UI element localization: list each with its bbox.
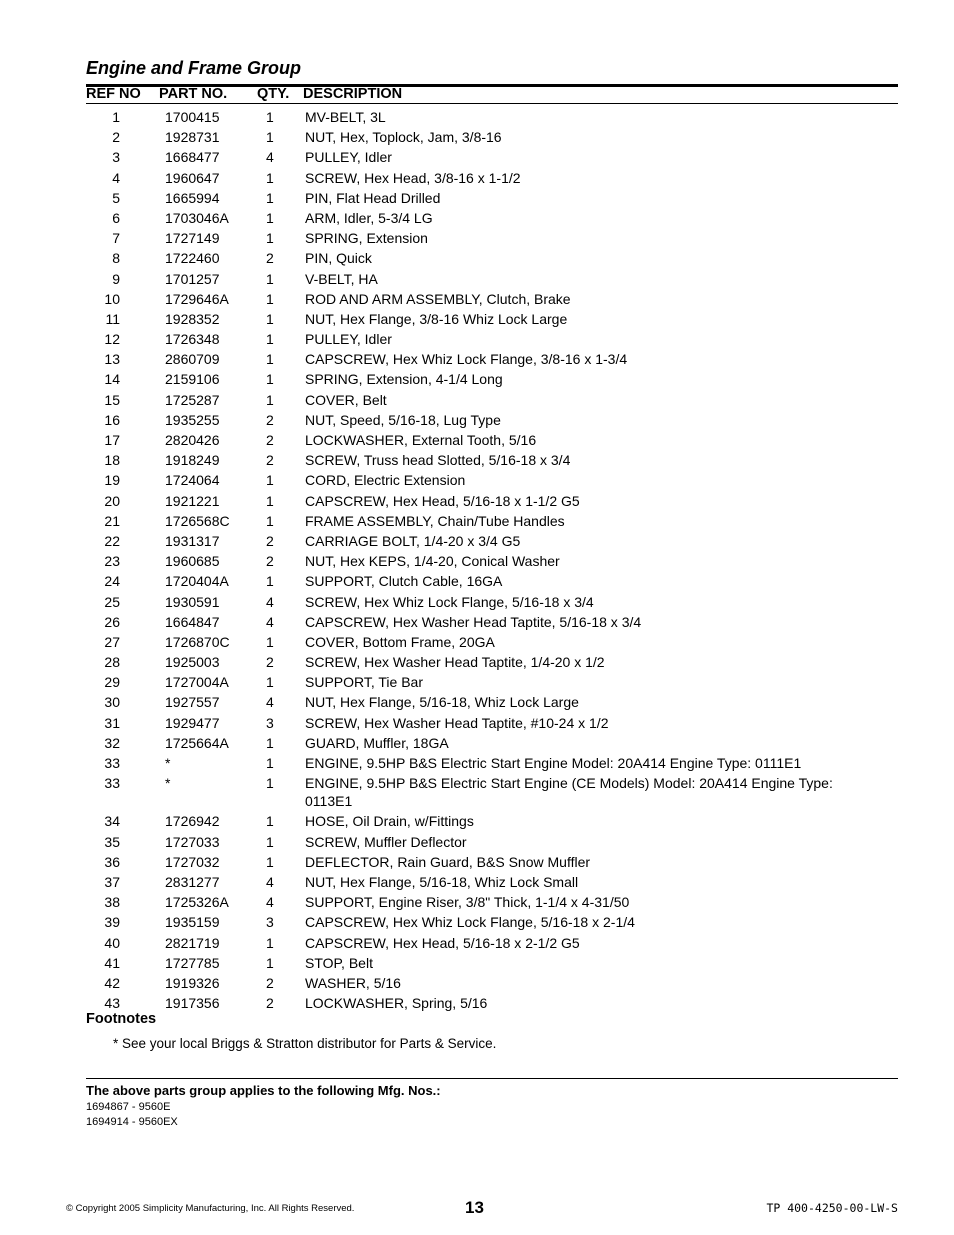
qty-cell: 1 xyxy=(266,270,274,287)
ref-no-cell: 3 xyxy=(112,149,120,166)
ref-no-cell: 18 xyxy=(104,452,120,469)
table-row xyxy=(0,128,954,146)
qty-cell: 1 xyxy=(266,734,274,751)
part-no-cell: * xyxy=(165,755,171,771)
ref-no-cell: 7 xyxy=(112,230,120,247)
table-row xyxy=(0,613,954,631)
description-cell: CAPSCREW, Hex Head, 5/16-18 x 1-1/2 G5 xyxy=(305,492,580,509)
qty-cell: 1 xyxy=(266,169,274,186)
description-cell: DEFLECTOR, Rain Guard, B&S Snow Muffler xyxy=(305,853,591,870)
part-no-cell: 1928731 xyxy=(165,129,220,146)
part-no-cell: 1726568C xyxy=(165,512,230,529)
parts-table xyxy=(0,108,954,1014)
table-row xyxy=(0,169,954,187)
qty-cell: 1 xyxy=(266,371,274,388)
table-row xyxy=(0,593,954,611)
footnotes-title: Footnotes xyxy=(86,1011,157,1027)
description-cell: FRAME ASSEMBLY, Chain/Tube Handles xyxy=(305,512,565,529)
description-cell: NUT, Hex KEPS, 1/4-20, Conical Washer xyxy=(305,553,560,570)
qty-cell: 1 xyxy=(266,833,274,850)
ref-no-cell: 33 xyxy=(104,775,120,792)
table-row xyxy=(0,633,954,651)
part-no-cell: 1725287 xyxy=(165,391,220,408)
qty-cell: 1 xyxy=(266,492,274,509)
description-cell: COVER, Bottom Frame, 20GA xyxy=(305,633,495,650)
part-no-cell: 1727149 xyxy=(165,230,220,247)
part-no-cell: 1927557 xyxy=(165,694,220,711)
qty-cell: 1 xyxy=(266,129,274,146)
description-cell: ENGINE, 9.5HP B&S Electric Start Engine (CE Models) Model: 20A414 Engine Type: 0113E1 xyxy=(305,775,833,810)
ref-no-cell: 22 xyxy=(104,532,120,549)
col-header-ref: REF NO xyxy=(86,86,141,102)
part-no-cell: 1917356 xyxy=(165,995,220,1012)
table-row xyxy=(0,853,954,871)
qty-cell: 2 xyxy=(266,432,274,448)
table-row xyxy=(0,812,954,830)
ref-no-cell: 36 xyxy=(104,853,120,870)
part-no-cell: 1921221 xyxy=(165,492,220,509)
table-row xyxy=(0,512,954,530)
mfg-number: 1694867 - 9560E xyxy=(86,1101,171,1113)
part-no-cell: 1700415 xyxy=(165,109,220,125)
part-no-cell: 1729646A xyxy=(165,290,229,307)
description-cell: NUT, Hex, Toplock, Jam, 3/8-16 xyxy=(305,129,502,146)
qty-cell: 1 xyxy=(266,775,274,792)
part-no-cell: 1720404A xyxy=(165,573,229,590)
qty-cell: 1 xyxy=(266,934,274,951)
description-cell: COVER, Belt xyxy=(305,391,387,408)
description-cell: SUPPORT, Engine Riser, 3/8" Thick, 1-1/4 x 4-31/50 xyxy=(305,894,630,911)
table-row xyxy=(0,673,954,691)
ref-no-cell: 23 xyxy=(104,553,120,570)
part-no-cell: 1727004A xyxy=(165,674,229,691)
qty-cell: 2 xyxy=(266,411,274,428)
ref-no-cell: 40 xyxy=(104,934,120,951)
part-no-cell: 1726870C xyxy=(165,633,230,650)
part-no-cell: 1725664A xyxy=(165,734,229,751)
ref-no-cell: 43 xyxy=(104,995,120,1012)
table-row xyxy=(0,451,954,469)
description-cell: PULLEY, Idler xyxy=(305,149,392,166)
part-no-cell: 1935255 xyxy=(165,411,220,428)
ref-no-cell: 33 xyxy=(104,755,120,771)
table-row xyxy=(0,913,954,931)
qty-cell: 1 xyxy=(266,351,274,368)
description-cell: CAPSCREW, Hex Washer Head Taptite, 5/16-18 x 3/4 xyxy=(305,613,642,630)
qty-cell: 1 xyxy=(266,573,274,590)
description-cell: NUT, Hex Flange, 5/16-18, Whiz Lock Small xyxy=(305,873,579,890)
part-no-cell: 1703046A xyxy=(165,209,229,226)
qty-cell: 1 xyxy=(266,391,274,408)
ref-no-cell: 26 xyxy=(104,613,120,630)
description-cell: PULLEY, Idler xyxy=(305,331,392,348)
qty-cell: 1 xyxy=(266,512,274,529)
ref-no-cell: 32 xyxy=(104,734,120,751)
qty-cell: 1 xyxy=(266,209,274,226)
ref-no-cell: 8 xyxy=(112,250,120,267)
part-no-cell: 1960647 xyxy=(165,169,220,186)
table-row xyxy=(0,108,954,126)
header-rule xyxy=(86,103,898,104)
description-cell: CARRIAGE BOLT, 1/4-20 x 3/4 G5 xyxy=(305,532,521,549)
ref-no-cell: 11 xyxy=(105,310,120,327)
table-row xyxy=(0,994,954,1012)
part-no-cell: 1724064 xyxy=(165,472,220,489)
part-no-cell: 2831277 xyxy=(165,873,220,890)
ref-no-cell: 25 xyxy=(104,593,120,610)
ref-no-cell: 19 xyxy=(104,472,120,489)
applies-title: The above parts group applies to the following Mfg. Nos.: xyxy=(86,1083,441,1098)
description-cell: NUT, Hex Flange, 5/16-18, Whiz Lock Large xyxy=(305,694,579,711)
table-row xyxy=(0,270,954,288)
description-cell: LOCKWASHER, Spring, 5/16 xyxy=(305,995,488,1012)
ref-no-cell: 20 xyxy=(104,492,120,509)
table-row xyxy=(0,734,954,752)
description-cell: SPRING, Extension, 4-1/4 Long xyxy=(305,371,503,388)
document-number: TP 400-4250-00-LW-S xyxy=(766,1201,898,1215)
qty-cell: 1 xyxy=(266,633,274,650)
part-no-cell: 1960685 xyxy=(165,553,220,570)
description-cell: V-BELT, HA xyxy=(305,270,378,287)
description-cell: SCREW, Hex Washer Head Taptite, 1/4-20 x 1/2 xyxy=(305,654,605,671)
description-cell: STOP, Belt xyxy=(305,954,373,971)
qty-cell: 2 xyxy=(266,452,274,469)
qty-cell: 1 xyxy=(266,290,274,307)
table-row xyxy=(0,411,954,429)
table-row xyxy=(0,653,954,671)
ref-no-cell: 29 xyxy=(104,674,120,691)
table-row xyxy=(0,370,954,388)
description-cell: GUARD, Muffler, 18GA xyxy=(305,734,449,751)
qty-cell: 2 xyxy=(266,532,274,549)
ref-no-cell: 9 xyxy=(112,270,120,287)
table-row xyxy=(0,492,954,510)
part-no-cell: 1726942 xyxy=(165,813,220,830)
description-cell: SCREW, Muffler Deflector xyxy=(305,833,467,850)
description-cell: NUT, Hex Flange, 3/8-16 Whiz Lock Large xyxy=(305,310,568,327)
table-row xyxy=(0,714,954,732)
part-no-cell: 1727785 xyxy=(165,954,220,971)
ref-no-cell: 37 xyxy=(104,873,120,890)
qty-cell: 3 xyxy=(266,714,274,731)
qty-cell: 1 xyxy=(266,674,274,691)
table-row xyxy=(0,974,954,992)
qty-cell: 1 xyxy=(266,853,274,870)
description-cell: ENGINE, 9.5HP B&S Electric Start Engine Model: 20A414 Engine Type: 0111E1 xyxy=(305,755,802,771)
ref-no-cell: 28 xyxy=(104,654,120,671)
description-cell: SCREW, Hex Head, 3/8-16 x 1-1/2 xyxy=(305,169,521,186)
description-cell: SUPPORT, Clutch Cable, 16GA xyxy=(305,573,503,590)
qty-cell: 2 xyxy=(266,553,274,570)
ref-no-cell: 16 xyxy=(104,411,120,428)
part-no-cell: 1919326 xyxy=(165,974,220,991)
description-cell: CAPSCREW, Hex Head, 5/16-18 x 2-1/2 G5 xyxy=(305,934,580,951)
description-cell: SPRING, Extension xyxy=(305,230,428,247)
table-row xyxy=(0,774,954,810)
group-title: Engine and Frame Group xyxy=(86,58,302,78)
page-number: 13 xyxy=(465,1198,484,1217)
description-cell: SCREW, Hex Washer Head Taptite, #10-24 x 1/2 xyxy=(305,714,609,731)
applies-rule xyxy=(86,1078,898,1079)
qty-cell: 4 xyxy=(266,149,274,166)
ref-no-cell: 38 xyxy=(104,894,120,911)
table-row xyxy=(0,954,954,972)
qty-cell: 2 xyxy=(266,995,274,1012)
ref-no-cell: 17 xyxy=(104,432,120,448)
description-cell: CAPSCREW, Hex Whiz Lock Flange, 5/16-18 x 2-1/4 xyxy=(305,914,635,931)
table-row xyxy=(0,431,954,449)
part-no-cell: * xyxy=(165,775,171,792)
description-cell: NUT, Speed, 5/16-18, Lug Type xyxy=(305,411,501,428)
ref-no-cell: 24 xyxy=(104,573,120,590)
qty-cell: 1 xyxy=(266,472,274,489)
part-no-cell: 1665994 xyxy=(165,189,220,206)
qty-cell: 4 xyxy=(266,894,274,911)
ref-no-cell: 41 xyxy=(104,954,120,971)
table-row xyxy=(0,532,954,550)
ref-no-cell: 10 xyxy=(104,290,120,307)
description-cell: ARM, Idler, 5-3/4 LG xyxy=(305,209,433,226)
col-header-part: PART NO. xyxy=(159,86,228,102)
part-no-cell: 1930591 xyxy=(165,593,220,610)
ref-no-cell: 34 xyxy=(104,813,120,830)
part-no-cell: 1725326A xyxy=(165,894,229,911)
table-row xyxy=(0,873,954,891)
qty-cell: 1 xyxy=(266,954,274,971)
ref-no-cell: 12 xyxy=(104,331,120,348)
ref-no-cell: 30 xyxy=(104,694,120,711)
description-cell: PIN, Quick xyxy=(305,250,372,267)
ref-no-cell: 14 xyxy=(104,371,120,388)
qty-cell: 1 xyxy=(266,813,274,830)
table-row xyxy=(0,833,954,851)
qty-cell: 4 xyxy=(266,694,274,711)
description-cell: SCREW, Truss head Slotted, 5/16-18 x 3/4 xyxy=(305,452,571,469)
table-row xyxy=(0,552,954,570)
part-no-cell: 1928352 xyxy=(165,310,220,327)
table-row xyxy=(0,391,954,409)
qty-cell: 4 xyxy=(266,873,274,890)
part-no-cell: 1918249 xyxy=(165,452,220,469)
qty-cell: 2 xyxy=(266,974,274,991)
description-cell: WASHER, 5/16 xyxy=(305,974,401,991)
qty-cell: 4 xyxy=(266,613,274,630)
table-row xyxy=(0,754,954,772)
ref-no-cell: 39 xyxy=(104,914,120,931)
qty-cell: 3 xyxy=(266,914,274,931)
table-row xyxy=(0,249,954,267)
part-no-cell: 1726348 xyxy=(165,331,220,348)
copyright-notice: © Copyright 2005 Simplicity Manufacturing, Inc. All Rights Reserved. xyxy=(66,1203,355,1214)
part-no-cell: 2860709 xyxy=(165,351,220,368)
ref-no-cell: 35 xyxy=(104,833,120,850)
part-no-cell: 2159106 xyxy=(165,371,220,388)
footnote-text: * See your local Briggs & Stratton distributor for Parts & Service. xyxy=(113,1036,497,1051)
qty-cell: 1 xyxy=(266,755,274,771)
ref-no-cell: 31 xyxy=(104,714,120,731)
description-cell: PIN, Flat Head Drilled xyxy=(305,189,441,206)
part-no-cell: 2821719 xyxy=(165,934,220,951)
table-row xyxy=(0,209,954,227)
part-no-cell: 1929477 xyxy=(165,714,220,731)
col-header-qty: QTY. xyxy=(257,86,290,102)
qty-cell: 4 xyxy=(266,593,274,610)
table-row xyxy=(0,350,954,368)
description-cell: SUPPORT, Tie Bar xyxy=(305,674,424,691)
description-cell: HOSE, Oil Drain, w/Fittings xyxy=(305,813,474,830)
ref-no-cell: 21 xyxy=(104,512,120,529)
table-row xyxy=(0,148,954,166)
table-row xyxy=(0,330,954,348)
qty-cell: 1 xyxy=(266,109,274,125)
part-no-cell: 2820426 xyxy=(165,432,220,448)
table-row xyxy=(0,572,954,590)
qty-cell: 1 xyxy=(266,189,274,206)
qty-cell: 1 xyxy=(266,310,274,327)
col-header-description: DESCRIPTION xyxy=(303,86,403,102)
ref-no-cell: 42 xyxy=(104,974,120,991)
part-no-cell: 1664847 xyxy=(165,613,220,630)
qty-cell: 1 xyxy=(266,230,274,247)
table-row xyxy=(0,189,954,207)
ref-no-cell: 6 xyxy=(112,209,120,226)
description-cell: SCREW, Hex Whiz Lock Flange, 5/16-18 x 3/4 xyxy=(305,593,594,610)
part-no-cell: 1925003 xyxy=(165,654,220,671)
qty-cell: 2 xyxy=(266,250,274,267)
table-row xyxy=(0,290,954,308)
description-cell: MV-BELT, 3L xyxy=(305,109,386,125)
table-row xyxy=(0,229,954,247)
part-no-cell: 1727033 xyxy=(165,833,220,850)
description-cell: CORD, Electric Extension xyxy=(305,472,466,489)
table-row xyxy=(0,471,954,489)
ref-no-cell: 27 xyxy=(104,633,120,650)
table-row xyxy=(0,693,954,711)
description-cell: ROD AND ARM ASSEMBLY, Clutch, Brake xyxy=(305,290,571,307)
part-no-cell: 1935159 xyxy=(165,914,220,931)
part-no-cell: 1931317 xyxy=(165,532,220,549)
qty-cell: 2 xyxy=(266,654,274,671)
table-row xyxy=(0,934,954,952)
table-row xyxy=(0,310,954,328)
description-cell: LOCKWASHER, External Tooth, 5/16 xyxy=(305,432,537,448)
description-cell: CAPSCREW, Hex Whiz Lock Flange, 3/8-16 x 1-3/4 xyxy=(305,351,628,368)
ref-no-cell: 5 xyxy=(112,189,120,206)
ref-no-cell: 15 xyxy=(104,391,120,408)
ref-no-cell: 4 xyxy=(112,169,120,186)
part-no-cell: 1727032 xyxy=(165,853,220,870)
part-no-cell: 1701257 xyxy=(165,270,220,287)
part-no-cell: 1668477 xyxy=(165,149,220,166)
ref-no-cell: 2 xyxy=(112,129,120,146)
ref-no-cell: 13 xyxy=(104,351,120,368)
mfg-number: 1694914 - 9560EX xyxy=(86,1116,178,1128)
qty-cell: 1 xyxy=(266,331,274,348)
part-no-cell: 1722460 xyxy=(165,250,220,267)
ref-no-cell: 1 xyxy=(112,109,120,125)
table-row xyxy=(0,893,954,911)
